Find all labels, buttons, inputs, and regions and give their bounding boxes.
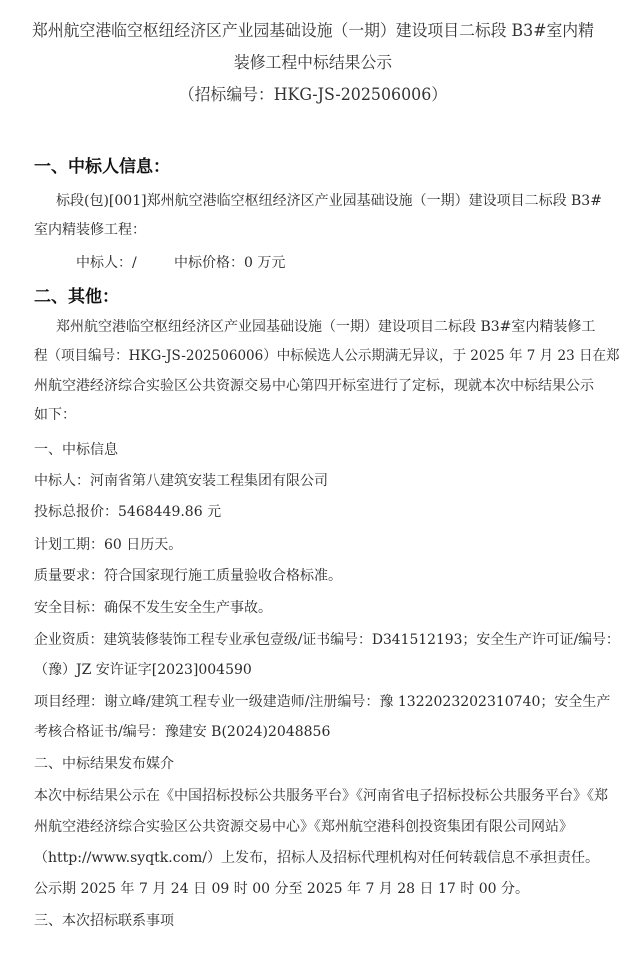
media-line-2: 州航空港经济综合实验区公共资源交易中心》《郑州航空港科创投资集团有限公司网站》 — [34, 819, 573, 835]
subheading-media: 二、中标结果发布媒介 — [34, 756, 174, 772]
quality-requirement: 质量要求：符合国家现行施工质量验收合格标准。 — [34, 568, 342, 584]
winner-price-row — [76, 253, 285, 273]
paragraph-line-3: 州航空港经济综合实验区公共资源交易中心第四开标室进行了定标，现就本次中标结果公示 — [34, 378, 594, 394]
document-title-line-2: 装修工程中标结果公示 — [233, 53, 393, 72]
qualification-line-2: （豫）JZ 安许证字[2023]004590 — [34, 662, 252, 678]
paragraph-line-1: 郑州航空港临空枢纽经济区产业园基础设施（一期）建设项目二标段 B3#室内精装修工 — [56, 319, 596, 335]
document-title-line-1: 郑州航空港临空枢纽经济区产业园基础设施（一期）建设项目二标段 B3#室内精 — [32, 21, 594, 40]
duration: 计划工期：60 日历天。 — [34, 537, 183, 553]
section-heading-other: 二、其他： — [34, 287, 119, 307]
winner-label: 中标人：/ — [76, 255, 137, 271]
paragraph-line-4: 如下： — [34, 407, 76, 423]
subheading-bid-info: 一、中标信息 — [34, 442, 118, 458]
winner-name: 中标人：河南省第八建筑安装工程集团有限公司 — [34, 473, 328, 489]
bid-price: 投标总报价：5468449.86 元 — [34, 504, 222, 520]
safety-target: 安全目标：确保不发生安全生产事故。 — [34, 600, 272, 616]
media-line-1: 本次中标结果公示在《中国招标投标公共服务平台》《河南省电子招标投标公共服务平台》《郑 — [34, 788, 608, 804]
lot-description-line-2: 室内精装修工程： — [34, 222, 146, 238]
paragraph-line-2: 程（项目编号：HKG-JS-202506006）中标候选人公示期满无异议，于 2025 年 7 月 23 日在郑 — [34, 348, 620, 364]
tender-code: （招标编号：HKG-JS-202506006） — [178, 85, 448, 104]
price-label: 中标价格：0 万元 — [174, 255, 286, 271]
section-heading-winner-info: 一、中标人信息： — [34, 157, 170, 177]
project-manager-line-2: 考核合格证书/编号：豫建安 B(2024)2048856 — [34, 724, 331, 740]
lot-description-line-1: 标段(包)[001]郑州航空港临空枢纽经济区产业园基础设施（一期）建设项目二标段 B3# — [56, 193, 602, 209]
qualification-line-1: 企业资质：建筑装修装饰工程专业承包壹级/证书编号：D341512193；安全生产许可证/编号： — [34, 632, 620, 648]
publicity-period: 公示期 2025 年 7 月 24 日 09 时 00 分至 2025 年 7 月 28 日 17 时 00 分。 — [34, 881, 529, 897]
media-line-3: （http://www.syqtk.com/）上发布，招标人及招标代理机构对任何转载信息不承担责任。 — [34, 850, 599, 866]
subheading-contact: 三、本次招标联系事项 — [34, 913, 174, 929]
project-manager-line-1: 项目经理：谢立峰/建筑工程专业一级建造师/注册编号：豫 1322023202310740；安全生产 — [34, 694, 611, 710]
